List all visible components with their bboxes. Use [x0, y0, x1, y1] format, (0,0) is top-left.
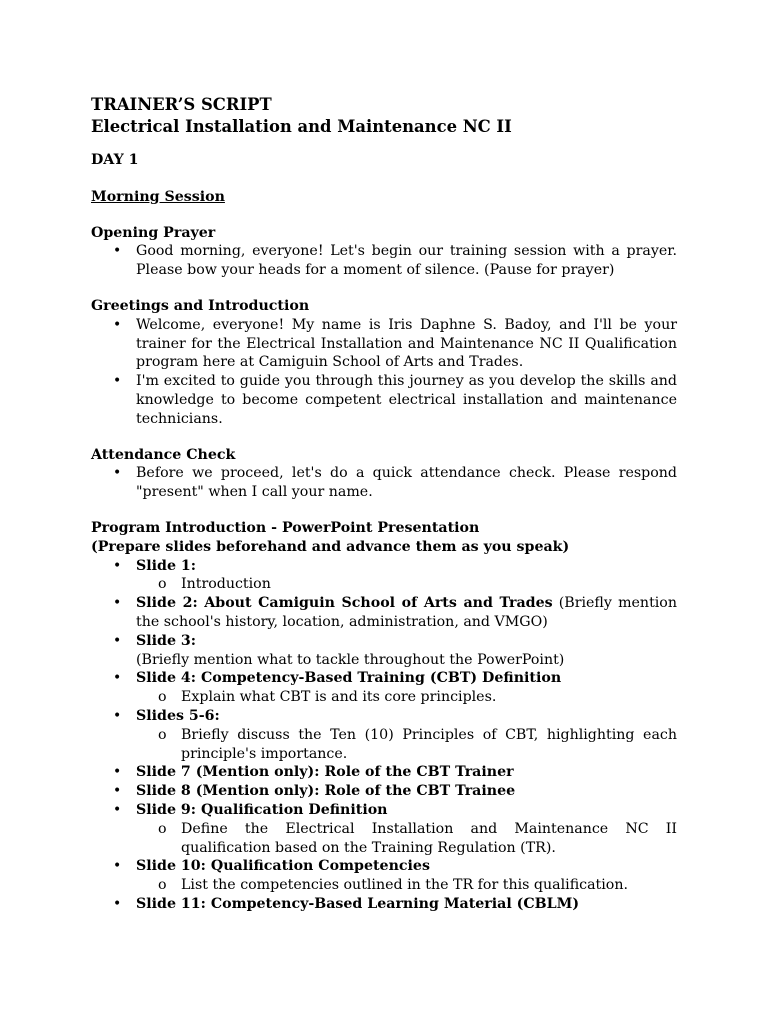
bullet-icon: • — [113, 557, 122, 574]
slide-sublist — [136, 575, 677, 594]
slide-item: • Slide 11: Competency-Based Learning Material (CBLM) — [113, 895, 580, 912]
bullet-icon: • — [113, 316, 122, 333]
circle-bullet-icon: o — [158, 576, 167, 593]
attendance-list — [91, 464, 677, 502]
bullet-icon: • — [113, 243, 122, 260]
slide-item: • Slide 8 (Mention only): Role of the CBT Trainee — [113, 783, 516, 800]
bullet-icon: • — [113, 801, 122, 818]
slide-sublist — [136, 726, 677, 764]
sub-item: o Briefly discuss the Ten (10) Principles of CBT, highlighting each principle's importance. — [158, 726, 677, 762]
list-item: • Before we proceed, let's do a quick attendance check. Please respond "present" when I call your name. — [113, 465, 677, 501]
circle-bullet-icon: o — [158, 820, 167, 837]
opening-prayer-list — [91, 242, 677, 280]
circle-bullet-icon: o — [158, 689, 167, 706]
bullet-icon: • — [113, 783, 122, 800]
section-heading-attendance: Attendance Check — [91, 446, 236, 463]
section-heading-greetings: Greetings and Introduction — [91, 297, 310, 314]
slide-item: • Slides 5-6: o Briefly discuss the Ten (10) Principles of CBT, highlighting each principle's importance. — [113, 707, 677, 762]
list-item: • Good morning, everyone! Let's begin our training session with a prayer. Please bow your heads for a moment of silence. (Pause for prayer) — [113, 243, 677, 279]
slide-item: • Slide 7 (Mention only): Role of the CBT Trainer — [113, 764, 514, 781]
bullet-icon: • — [113, 858, 122, 875]
document-title: TRAINER’S SCRIPT — [91, 95, 272, 114]
bullet-icon: • — [113, 707, 122, 724]
day-heading: DAY 1 — [91, 152, 139, 168]
circle-bullet-icon: o — [158, 877, 167, 894]
bullet-icon: • — [113, 373, 122, 390]
slide-item: • Slide 1: o Introduction — [91, 557, 677, 595]
slide-item: • Slide 3: (Briefly mention what to tackle throughout the PowerPoint) — [113, 632, 565, 668]
sub-item: o Explain what CBT is and its core principles. — [158, 689, 497, 706]
sub-item: o Introduction — [158, 576, 271, 593]
list-item: • Welcome, everyone! My name is Iris Daphne S. Badoy, and I'll be your trainer for the Electrical Installation and Maintenance NC II Qualification program here at Camiguin School of Arts and Trades. — [113, 316, 677, 371]
bullet-icon: • — [113, 895, 122, 912]
slide-item: • Slide 4: Competency-Based Training (CBT) Definition o Explain what CBT is and its core principles. — [91, 669, 677, 707]
section-heading-program: Program Introduction - PowerPoint Presentation — [91, 519, 480, 536]
slide-sublist — [136, 876, 677, 895]
section-heading-opening-prayer: Opening Prayer — [91, 224, 216, 241]
slide-item: • Slide 10: Qualification Competencies o List the competencies outlined in the TR for this qualification. — [91, 857, 677, 895]
bullet-icon: • — [113, 670, 122, 687]
greetings-list — [91, 316, 677, 429]
list-item: • I'm excited to guide you through this journey as you develop the skills and knowledge to become competent electrical installation and maintenance technicians. — [113, 373, 677, 427]
document-subtitle: Electrical Installation and Maintenance NC II — [91, 117, 512, 136]
program-instruction: (Prepare slides beforehand and advance them as you speak) — [91, 538, 570, 555]
slide-item: • Slide 9: Qualification Definition o Define the Electrical Installation and Maintenance NC II qualification based on the Training Regulation (TR). — [113, 801, 677, 856]
bullet-icon: • — [113, 764, 122, 781]
slide-sublist — [136, 820, 677, 858]
bullet-icon: • — [113, 595, 122, 612]
session-heading: Morning Session — [91, 188, 225, 205]
bullet-icon: • — [113, 465, 122, 482]
slides-list — [91, 557, 677, 914]
circle-bullet-icon: o — [158, 726, 167, 743]
slide-item: • Slide 2: About Camiguin School of Arts and Trades (Briefly mention the school's history, location, administration, and VMGO) — [113, 595, 677, 630]
slide-sublist — [136, 688, 677, 707]
sub-item: o Define the Electrical Installation and Maintenance NC II qualification based on the Training Regulation (TR). — [158, 820, 677, 856]
bullet-icon: • — [113, 632, 122, 649]
sub-item: o List the competencies outlined in the TR for this qualification. — [158, 877, 628, 894]
document-page — [91, 94, 677, 914]
